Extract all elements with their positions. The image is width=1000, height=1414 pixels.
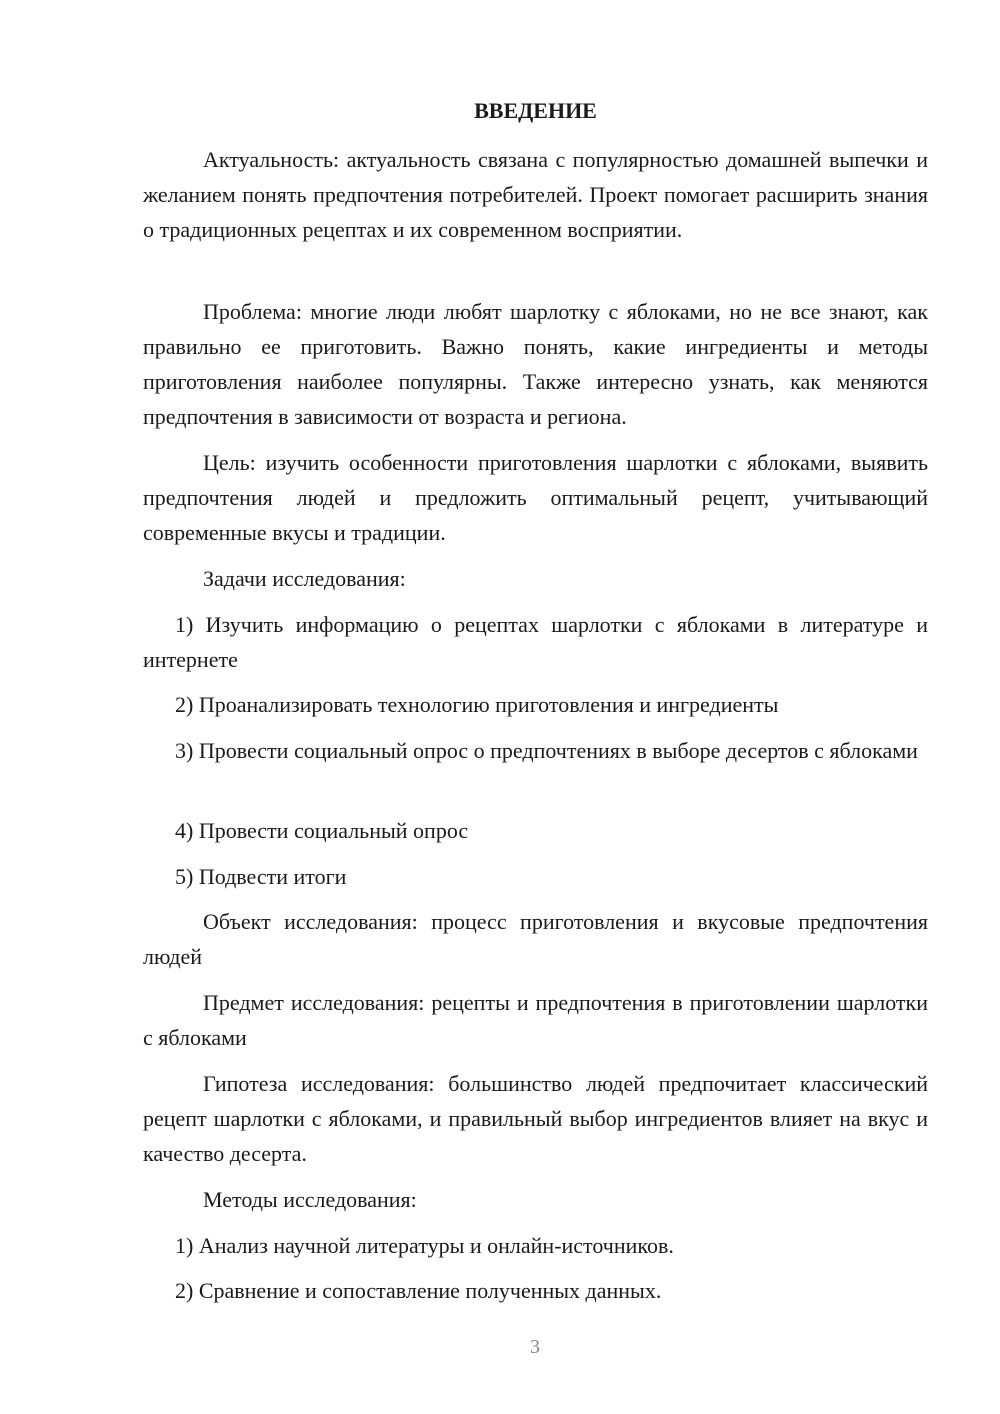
page-number: 3 <box>530 1336 540 1358</box>
paragraph-problem: Проблема: многие люди любят шарлотку с яблоками, но не все знают, как правильно ее приготовить. Важно понять, какие ингредиенты и методы приготовления наиболее популярны. Также интересно узнать, как меняются предпочтения в зависимости от возраста и региона. <box>143 299 928 429</box>
paragraph-tasks-heading: Задачи исследования: <box>203 566 406 591</box>
paragraph-relevance: Актуальность: актуальность связана с популярностью домашней выпечки и желанием понять предпочтения потребителей. Проект помогает расширить знания о традиционных рецептах и их современном восприятии. <box>143 147 928 242</box>
page-title: ВВЕДЕНИЕ <box>474 98 597 123</box>
list-item-task-1: 1) Изучить информацию о рецептах шарлотки с яблоками в литературе и интернете <box>143 612 928 672</box>
list-item-method-2: 2) Сравнение и сопоставление полученных данных. <box>175 1278 662 1303</box>
list-item-task-4: 4) Провести социальный опрос <box>175 818 469 843</box>
list-item-method-1: 1) Анализ научной литературы и онлайн-источников. <box>175 1233 674 1258</box>
paragraph-object: Объект исследования: процесс приготовления и вкусовые предпочтения людей <box>143 909 928 969</box>
list-item-task-3: 3) Провести социальный опрос о предпочтениях в выборе десертов с яблоками <box>175 738 918 763</box>
paragraph-hypothesis: Гипотеза исследования: большинство людей предпочитает классический рецепт шарлотки с яблоками, и правильный выбор ингредиентов влияет на вкус и качество десерта. <box>143 1071 928 1166</box>
paragraph-methods-heading: Методы исследования: <box>203 1187 417 1212</box>
paragraph-subject: Предмет исследования: рецепты и предпочтения в приготовлении шарлотки с яблоками <box>143 990 928 1050</box>
list-item-task-2: 2) Проанализировать технологию приготовления и ингредиенты <box>175 692 779 717</box>
list-item-task-5: 5) Подвести итоги <box>175 864 347 889</box>
paragraph-goal: Цель: изучить особенности приготовления шарлотки с яблоками, выявить предпочтения людей и предложить оптимальный рецепт, учитывающий современные вкусы и традиции. <box>143 450 928 545</box>
